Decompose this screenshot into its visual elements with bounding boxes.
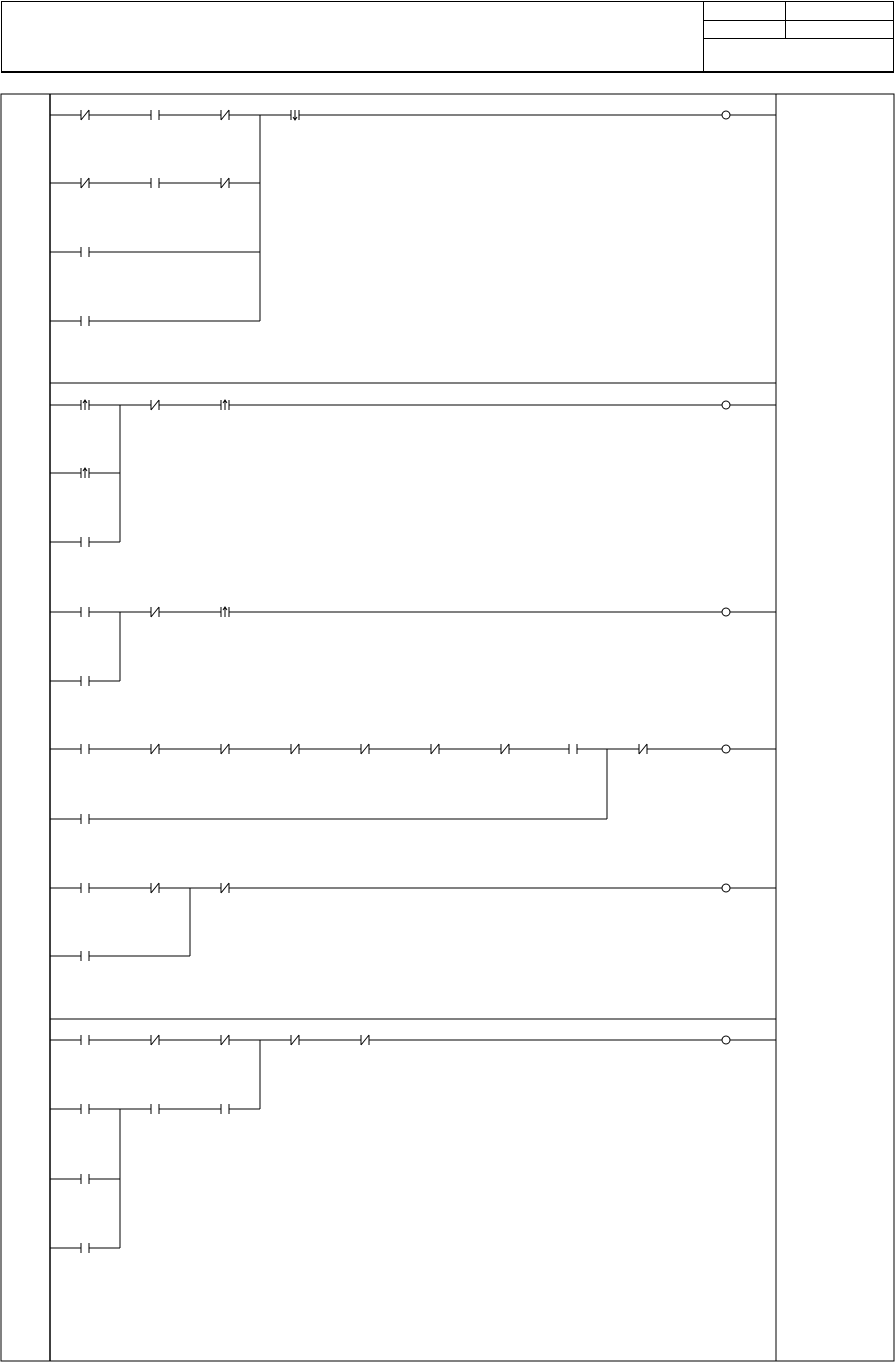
rung bbox=[50, 607, 776, 617]
contact-gap bbox=[569, 748, 577, 750]
rung bbox=[50, 115, 260, 326]
rung bbox=[50, 749, 607, 824]
rung bbox=[50, 405, 120, 478]
rung bbox=[50, 1040, 260, 1114]
ladder-rungs bbox=[50, 110, 776, 1253]
coil bbox=[722, 608, 730, 616]
rung bbox=[50, 400, 776, 410]
coil bbox=[722, 745, 730, 753]
network-1 bbox=[50, 110, 776, 326]
network-2 bbox=[50, 400, 776, 961]
diagram-frame bbox=[1, 94, 894, 1361]
contact-gap bbox=[81, 1178, 89, 1180]
contact-gap bbox=[81, 541, 89, 543]
rung bbox=[50, 744, 776, 754]
coil bbox=[722, 1036, 730, 1044]
contact-gap bbox=[81, 320, 89, 322]
rung bbox=[50, 115, 260, 188]
rung bbox=[50, 1109, 120, 1253]
contact-gap bbox=[81, 1039, 89, 1041]
contact-gap bbox=[81, 1108, 89, 1110]
rung bbox=[50, 883, 776, 893]
contact-gap bbox=[81, 748, 89, 750]
contact-gap bbox=[151, 1108, 159, 1110]
rung bbox=[50, 888, 190, 961]
contact-gap bbox=[81, 251, 89, 253]
coil bbox=[722, 111, 730, 119]
outer-border bbox=[1, 94, 894, 1361]
rung bbox=[50, 1109, 120, 1184]
rung bbox=[50, 110, 776, 120]
rung bbox=[50, 1035, 776, 1045]
contact-gap bbox=[221, 1108, 229, 1110]
contact-gap bbox=[81, 818, 89, 820]
contact-gap bbox=[81, 955, 89, 957]
rung bbox=[50, 612, 120, 686]
contact-gap bbox=[81, 611, 89, 613]
contact-gap bbox=[81, 887, 89, 889]
network-3 bbox=[50, 1035, 776, 1253]
contact-gap bbox=[151, 182, 159, 184]
coil bbox=[722, 401, 730, 409]
coil bbox=[722, 884, 730, 892]
contact-gap bbox=[151, 114, 159, 116]
contact-gap bbox=[81, 1247, 89, 1249]
contact-gap bbox=[81, 680, 89, 682]
